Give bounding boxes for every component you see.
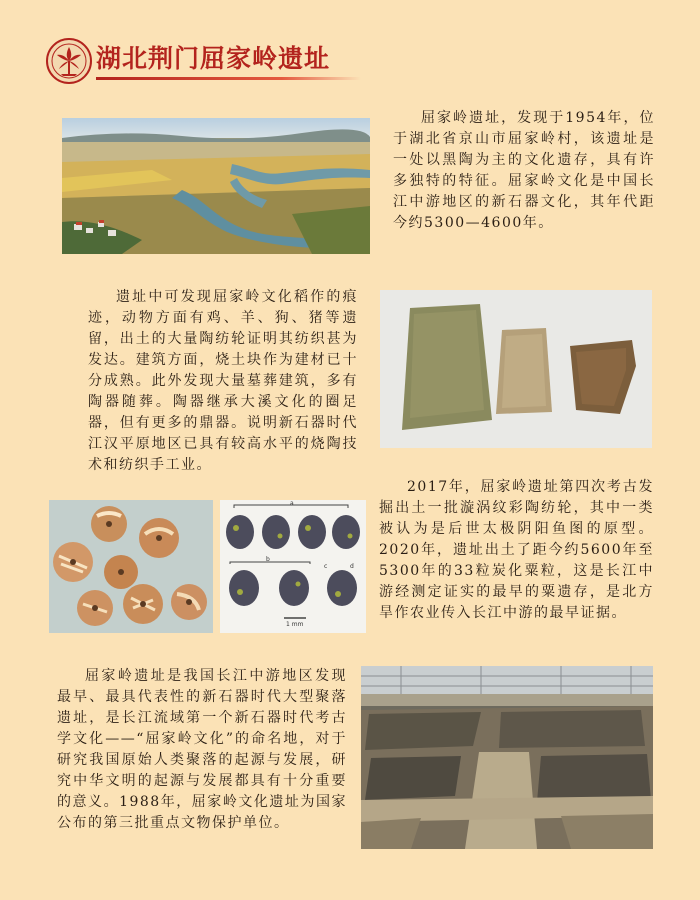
intro-paragraph: 屈家岭遗址，发现于1954年，位于湖北省京山市屈家岭村，该遗址是一处以黑陶为主的文化遗存，具有许多独特的特征。屈家岭文化是中国长江中游地区的新石器文化，其年代距今约5300—4600年。 [393, 110, 655, 231]
title-block [96, 42, 330, 76]
culture-paragraph: 遗址中可发现屈家岭文化稻作的痕迹，动物方面有鸡、羊、狗、猪等遗留，出土的大量陶纺轮证明其纺织甚为发达。建筑方面，烧土块作为建材已十分成熟。此外发现大量墓葬建筑，多有陶器随葬。陶器继承大溪文化的圈足器，但有更多的鼎器。说明新石器时代江汉平原地区已具有较高水平的烧陶技术和纺织手工业。 [88, 289, 358, 473]
stone-tools-photo [380, 290, 652, 448]
landscape-photo [62, 118, 370, 254]
significance-paragraph: 屈家岭遗址是我国长江中游地区发现最早、最具代表性的新石器时代大型聚落遗址，是长江流域第一个新石器时代考古学文化——“屈家岭文化”的命名地，对于研究我国原始人类聚落的起源与发展，研究中华文明的起源与发展都具有十分重要的意义。1988年，屈家岭文化遗址为国家公布的第三批重点文物保护单位。 [57, 668, 347, 831]
grain-label-a: a [290, 500, 294, 507]
grain-label-c: c [324, 563, 328, 570]
carbonized-grains-figure [220, 500, 366, 633]
excavation-paragraph: 2017年，屈家岭遗址第四次考古发掘出土一批漩涡纹彩陶纺轮，其中一类被认为是后世太极阴阳鱼图的原型。2020年，遗址出土了距今约5600年至5300年的33粒炭化粟粒，这是长江中游经测定证实的最早的粟遗存，是北方旱作农业传入长江中游的最早证据。 [379, 479, 654, 621]
excavation-site-photo [361, 666, 653, 849]
page-title: 湖北荆门屈家岭遗址 [96, 44, 331, 73]
scale-bar-label: 1 mm [286, 621, 304, 628]
spindle-whorls-photo [49, 500, 213, 633]
title-underline [96, 77, 361, 80]
grain-label-b: b [266, 556, 270, 563]
flower-emblem-icon [46, 38, 92, 84]
grain-label-d: d [350, 563, 354, 570]
